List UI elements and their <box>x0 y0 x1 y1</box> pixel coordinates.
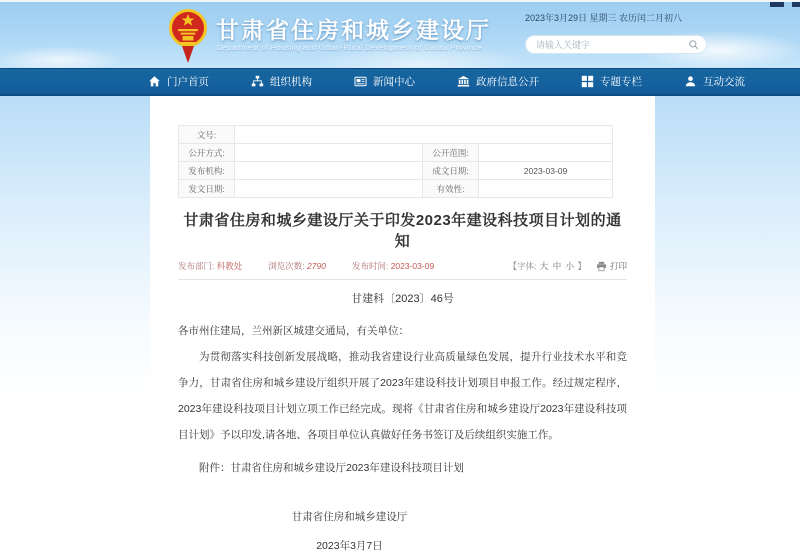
content-background <box>0 96 800 552</box>
gov-building-icon <box>457 75 470 88</box>
font-size-bracket: 【字体: <box>508 261 537 271</box>
field-label-open-scope: 公开范围: <box>423 144 479 162</box>
article-meta-bar <box>178 260 627 272</box>
signature-organization: 甘肃省住房和城乡建设厅 <box>291 511 408 523</box>
printer-icon <box>596 261 607 272</box>
search-icon[interactable] <box>688 39 699 50</box>
article-title: 甘肃省住房和城乡建设厅关于印发2023年建设科技项目计划的通知 <box>183 212 622 250</box>
table-row <box>179 144 613 162</box>
body-paragraph: 为贯彻落实科技创新发展战略，推动我省建设行业高质量绿色发展，提升行业技术水平和竞争力，甘肃省住房和城乡建设厅组织开展了2023年建设科技计划项目申报工作。经过规定程序，2023年建设科技项目计划立项工作已经完成。现将《甘肃省住房和城乡建设厅2023年建设科技项目计划》予以印发,请各地、各项目单位认真做好任务书签订及后续组织实施工作。 <box>178 351 627 441</box>
field-value-issuing-agency <box>235 162 423 180</box>
field-label-doc-number: 文号: <box>179 126 235 144</box>
field-value-written-date: 2023-03-09 <box>479 162 613 180</box>
article-body <box>178 318 627 448</box>
field-value-open-scope <box>479 144 613 162</box>
site-header <box>0 2 800 68</box>
nav-item-label: 新闻中心 <box>373 76 415 88</box>
table-row <box>179 162 613 180</box>
print-button-label: 打印 <box>609 261 627 271</box>
browser-corner-fragment <box>770 2 784 7</box>
font-size-control <box>509 260 586 272</box>
publish-department-label: 发布部门: <box>178 261 215 271</box>
publish-time <box>352 260 434 272</box>
field-value-validity <box>479 180 613 198</box>
nav-item-special-columns[interactable] <box>581 74 642 89</box>
signature-block <box>125 509 574 553</box>
publish-time-value: 2023-03-09 <box>390 261 435 271</box>
home-icon <box>148 75 161 88</box>
search-box <box>525 35 707 54</box>
main-navbar <box>0 68 800 96</box>
field-label-issue-date: 发文日期: <box>179 180 235 198</box>
nav-item-label: 互动交流 <box>703 76 745 88</box>
view-count-value: 2790 <box>307 261 326 271</box>
font-size-medium-button[interactable]: 中 <box>552 261 562 271</box>
signature-date: 2023年3月7日 <box>316 540 383 552</box>
field-label-open-method: 公开方式: <box>179 144 235 162</box>
document-meta-table <box>178 125 613 198</box>
document-reference-number: 甘建科〔2023〕46号 <box>351 293 454 305</box>
field-label-issuing-agency: 发布机构: <box>179 162 235 180</box>
field-value-open-method <box>235 144 423 162</box>
nav-item-gov-info[interactable] <box>457 74 539 89</box>
publish-time-label: 发布时间: <box>351 261 389 271</box>
table-row <box>179 180 613 198</box>
national-emblem-logo[interactable] <box>168 7 208 65</box>
nav-item-label: 门户首页 <box>167 76 209 88</box>
news-icon <box>354 75 367 88</box>
search-input[interactable] <box>536 40 688 50</box>
nav-item-label: 组织机构 <box>270 76 312 88</box>
attachment-line: 附件：甘肃省住房和城乡建设厅2023年建设科技项目计划 <box>199 462 464 474</box>
field-label-written-date: 成文日期: <box>423 162 479 180</box>
publish-department <box>178 260 242 272</box>
grid-icon <box>581 75 594 88</box>
print-button[interactable] <box>596 260 627 272</box>
font-size-bracket: 】 <box>577 261 586 271</box>
document-panel <box>150 96 655 552</box>
field-value-issue-date <box>235 180 423 198</box>
salutation-line: 各市州住建局，兰州新区城建交通局，有关单位： <box>178 325 409 337</box>
nav-item-label: 政府信息公开 <box>476 76 539 88</box>
site-title: 甘肃省住房和城乡建设厅 <box>216 17 491 43</box>
font-size-small-button[interactable]: 小 <box>565 261 575 271</box>
publish-department-value: 科教处 <box>216 261 243 271</box>
meta-divider <box>178 279 627 280</box>
nav-item-organization[interactable] <box>251 74 312 89</box>
nav-item-label: 专题专栏 <box>600 76 642 88</box>
font-size-large-button[interactable]: 大 <box>539 261 549 271</box>
table-row <box>179 126 613 144</box>
view-count <box>268 260 326 272</box>
sitemap-icon <box>251 75 264 88</box>
field-label-validity: 有效性: <box>423 180 479 198</box>
site-subtitle-english: Department of Housing and Urban-Rural Development of Gansu Province <box>217 43 482 52</box>
nav-item-news[interactable] <box>354 74 415 89</box>
browser-corner-fragment <box>792 2 800 7</box>
header-date: 2023年3月29日 星期三 农历闰二月初八 <box>525 13 683 23</box>
nav-item-home[interactable] <box>148 74 209 89</box>
people-icon <box>684 75 697 88</box>
view-count-label: 浏览次数: <box>268 261 305 271</box>
field-value-doc-number <box>235 126 613 144</box>
nav-item-interaction[interactable] <box>684 74 745 89</box>
